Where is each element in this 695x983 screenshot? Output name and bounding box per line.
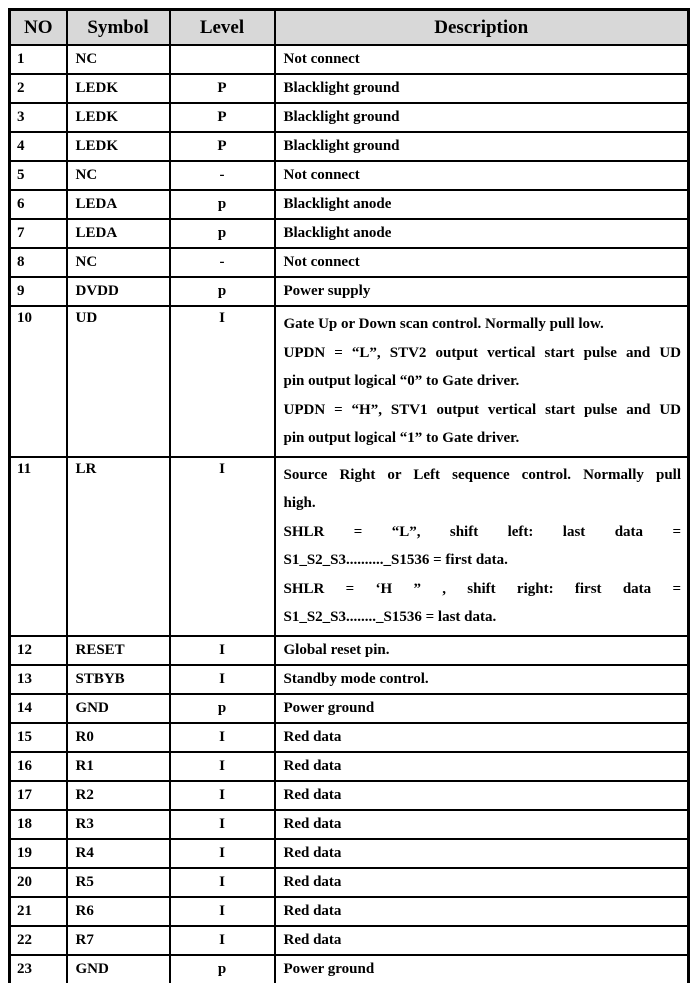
cell-no: 9 [10, 277, 67, 306]
description-line: Blacklight anode [283, 225, 392, 241]
description-line: Blacklight ground [283, 109, 400, 125]
cell-level: P [170, 74, 275, 103]
cell-description [275, 45, 689, 74]
cell-level: I [170, 926, 275, 955]
cell-no: 13 [10, 665, 67, 694]
cell-symbol: STBYB [67, 665, 170, 694]
cell-symbol: LEDA [67, 219, 170, 248]
cell-level: p [170, 694, 275, 723]
table-row [10, 103, 689, 132]
column-header-level: Level [170, 10, 275, 46]
table-row [10, 723, 689, 752]
cell-level: I [170, 839, 275, 868]
description-line: UPDN = “L”, STV2 output vertical start pulse and UD [283, 344, 681, 361]
table-row [10, 636, 689, 665]
cell-symbol: RESET [67, 636, 170, 665]
description-line: Red data [283, 757, 342, 774]
cell-level: I [170, 752, 275, 781]
cell-no: 3 [10, 103, 67, 132]
pin-description-table [8, 8, 690, 983]
table-row [10, 868, 689, 897]
header-row [10, 10, 689, 46]
cell-description [275, 723, 689, 752]
cell-no: 21 [10, 897, 67, 926]
cell-level: I [170, 665, 275, 694]
table-row [10, 781, 689, 810]
table-row [10, 306, 689, 457]
cell-symbol: R5 [67, 868, 170, 897]
cell-no: 4 [10, 132, 67, 161]
cell-level: I [170, 897, 275, 926]
cell-description [275, 955, 689, 983]
table-header [10, 10, 689, 46]
cell-description [275, 665, 689, 694]
cell-no: 5 [10, 161, 67, 190]
cell-no: 22 [10, 926, 67, 955]
cell-no: 2 [10, 74, 67, 103]
description-line: UPDN = “H”, STV1 output vertical start pulse and UD [283, 401, 681, 418]
cell-description [275, 926, 689, 955]
cell-level: P [170, 103, 275, 132]
cell-description [275, 306, 689, 457]
description-line: Red data [283, 844, 342, 861]
cell-level: I [170, 306, 275, 457]
description-line: Not connect [283, 51, 360, 67]
description-line: Red data [283, 931, 342, 948]
cell-no: 14 [10, 694, 67, 723]
cell-level: - [170, 248, 275, 277]
cell-no: 18 [10, 810, 67, 839]
description-line: Gate Up or Down scan control. Normally pull low. [283, 316, 604, 332]
description-line: Power ground [283, 960, 375, 977]
cell-symbol: GND [67, 955, 170, 983]
cell-description [275, 219, 689, 248]
cell-symbol: DVDD [67, 277, 170, 306]
cell-description [275, 810, 689, 839]
cell-no: 12 [10, 636, 67, 665]
cell-no: 15 [10, 723, 67, 752]
description-line: Red data [283, 728, 342, 745]
cell-no: 6 [10, 190, 67, 219]
cell-description [275, 132, 689, 161]
table-row [10, 132, 689, 161]
table-row [10, 74, 689, 103]
cell-description [275, 161, 689, 190]
cell-symbol: R1 [67, 752, 170, 781]
table-row [10, 752, 689, 781]
cell-level: p [170, 955, 275, 983]
cell-level: p [170, 190, 275, 219]
column-header-description: Description [275, 10, 689, 46]
cell-no: 10 [10, 306, 67, 457]
cell-symbol: LR [67, 457, 170, 636]
cell-level: I [170, 781, 275, 810]
description-line: Red data [283, 873, 342, 890]
cell-no: 8 [10, 248, 67, 277]
cell-no: 19 [10, 839, 67, 868]
description-line: Red data [283, 815, 342, 832]
cell-description [275, 457, 689, 636]
table-row [10, 839, 689, 868]
description-line: Source Right or Left sequence control. Normally pull [283, 466, 681, 483]
cell-description [275, 694, 689, 723]
cell-no: 7 [10, 219, 67, 248]
description-line: high. [283, 495, 316, 511]
cell-no: 16 [10, 752, 67, 781]
description-line: Red data [283, 902, 342, 919]
cell-symbol: R3 [67, 810, 170, 839]
cell-description [275, 277, 689, 306]
description-line: Not connect [283, 167, 360, 183]
cell-description [275, 74, 689, 103]
cell-no: 11 [10, 457, 67, 636]
cell-description [275, 636, 689, 665]
table-row [10, 694, 689, 723]
table-row [10, 190, 689, 219]
cell-level: I [170, 810, 275, 839]
description-line: Red data [283, 786, 342, 803]
cell-symbol: UD [67, 306, 170, 457]
description-line: Power supply [283, 283, 371, 299]
cell-symbol: R0 [67, 723, 170, 752]
cell-no: 23 [10, 955, 67, 983]
cell-symbol: LEDK [67, 74, 170, 103]
cell-symbol: R2 [67, 781, 170, 810]
cell-symbol: R6 [67, 897, 170, 926]
cell-description [275, 897, 689, 926]
table-row [10, 219, 689, 248]
cell-level: p [170, 219, 275, 248]
cell-level: I [170, 457, 275, 636]
cell-level: P [170, 132, 275, 161]
table-body [10, 45, 689, 983]
table-row [10, 248, 689, 277]
cell-description [275, 190, 689, 219]
table-row [10, 897, 689, 926]
description-line: pin output logical “1” to Gate driver. [283, 430, 520, 446]
description-line: SHLR = “L”, shift left: last data = [283, 523, 681, 540]
cell-level: p [170, 277, 275, 306]
cell-level: - [170, 161, 275, 190]
table-row [10, 161, 689, 190]
description-line: Standby mode control. [283, 670, 429, 687]
table-row [10, 665, 689, 694]
table-row [10, 457, 689, 636]
cell-symbol: NC [67, 161, 170, 190]
description-line: SHLR = ‘H ” , shift right: first data = [283, 580, 681, 597]
table-row [10, 45, 689, 74]
description-line: S1_S2_S3........_S1536 = last data. [283, 609, 497, 625]
column-header-symbol: Symbol [67, 10, 170, 46]
cell-description [275, 868, 689, 897]
cell-symbol: NC [67, 45, 170, 74]
cell-level: I [170, 636, 275, 665]
cell-symbol: NC [67, 248, 170, 277]
cell-symbol: LEDK [67, 103, 170, 132]
cell-level [170, 45, 275, 74]
description-line: pin output logical “0” to Gate driver. [283, 373, 520, 389]
cell-symbol: GND [67, 694, 170, 723]
description-line: Blacklight ground [283, 80, 400, 96]
table-row [10, 926, 689, 955]
description-line: Power ground [283, 699, 375, 716]
cell-symbol: R4 [67, 839, 170, 868]
table-row [10, 810, 689, 839]
column-header-no: NO [10, 10, 67, 46]
description-line: S1_S2_S3.........._S1536 = first data. [283, 552, 508, 568]
cell-no: 17 [10, 781, 67, 810]
cell-level: I [170, 723, 275, 752]
cell-symbol: LEDA [67, 190, 170, 219]
description-line: Not connect [283, 254, 360, 270]
description-line: Blacklight ground [283, 138, 400, 154]
cell-level: I [170, 868, 275, 897]
description-line: Global reset pin. [283, 641, 390, 658]
cell-no: 1 [10, 45, 67, 74]
cell-description [275, 752, 689, 781]
table-row [10, 955, 689, 983]
cell-description [275, 781, 689, 810]
cell-description [275, 103, 689, 132]
cell-description [275, 839, 689, 868]
cell-symbol: LEDK [67, 132, 170, 161]
cell-symbol: R7 [67, 926, 170, 955]
cell-no: 20 [10, 868, 67, 897]
description-line: Blacklight anode [283, 196, 392, 212]
table-row [10, 277, 689, 306]
cell-description [275, 248, 689, 277]
